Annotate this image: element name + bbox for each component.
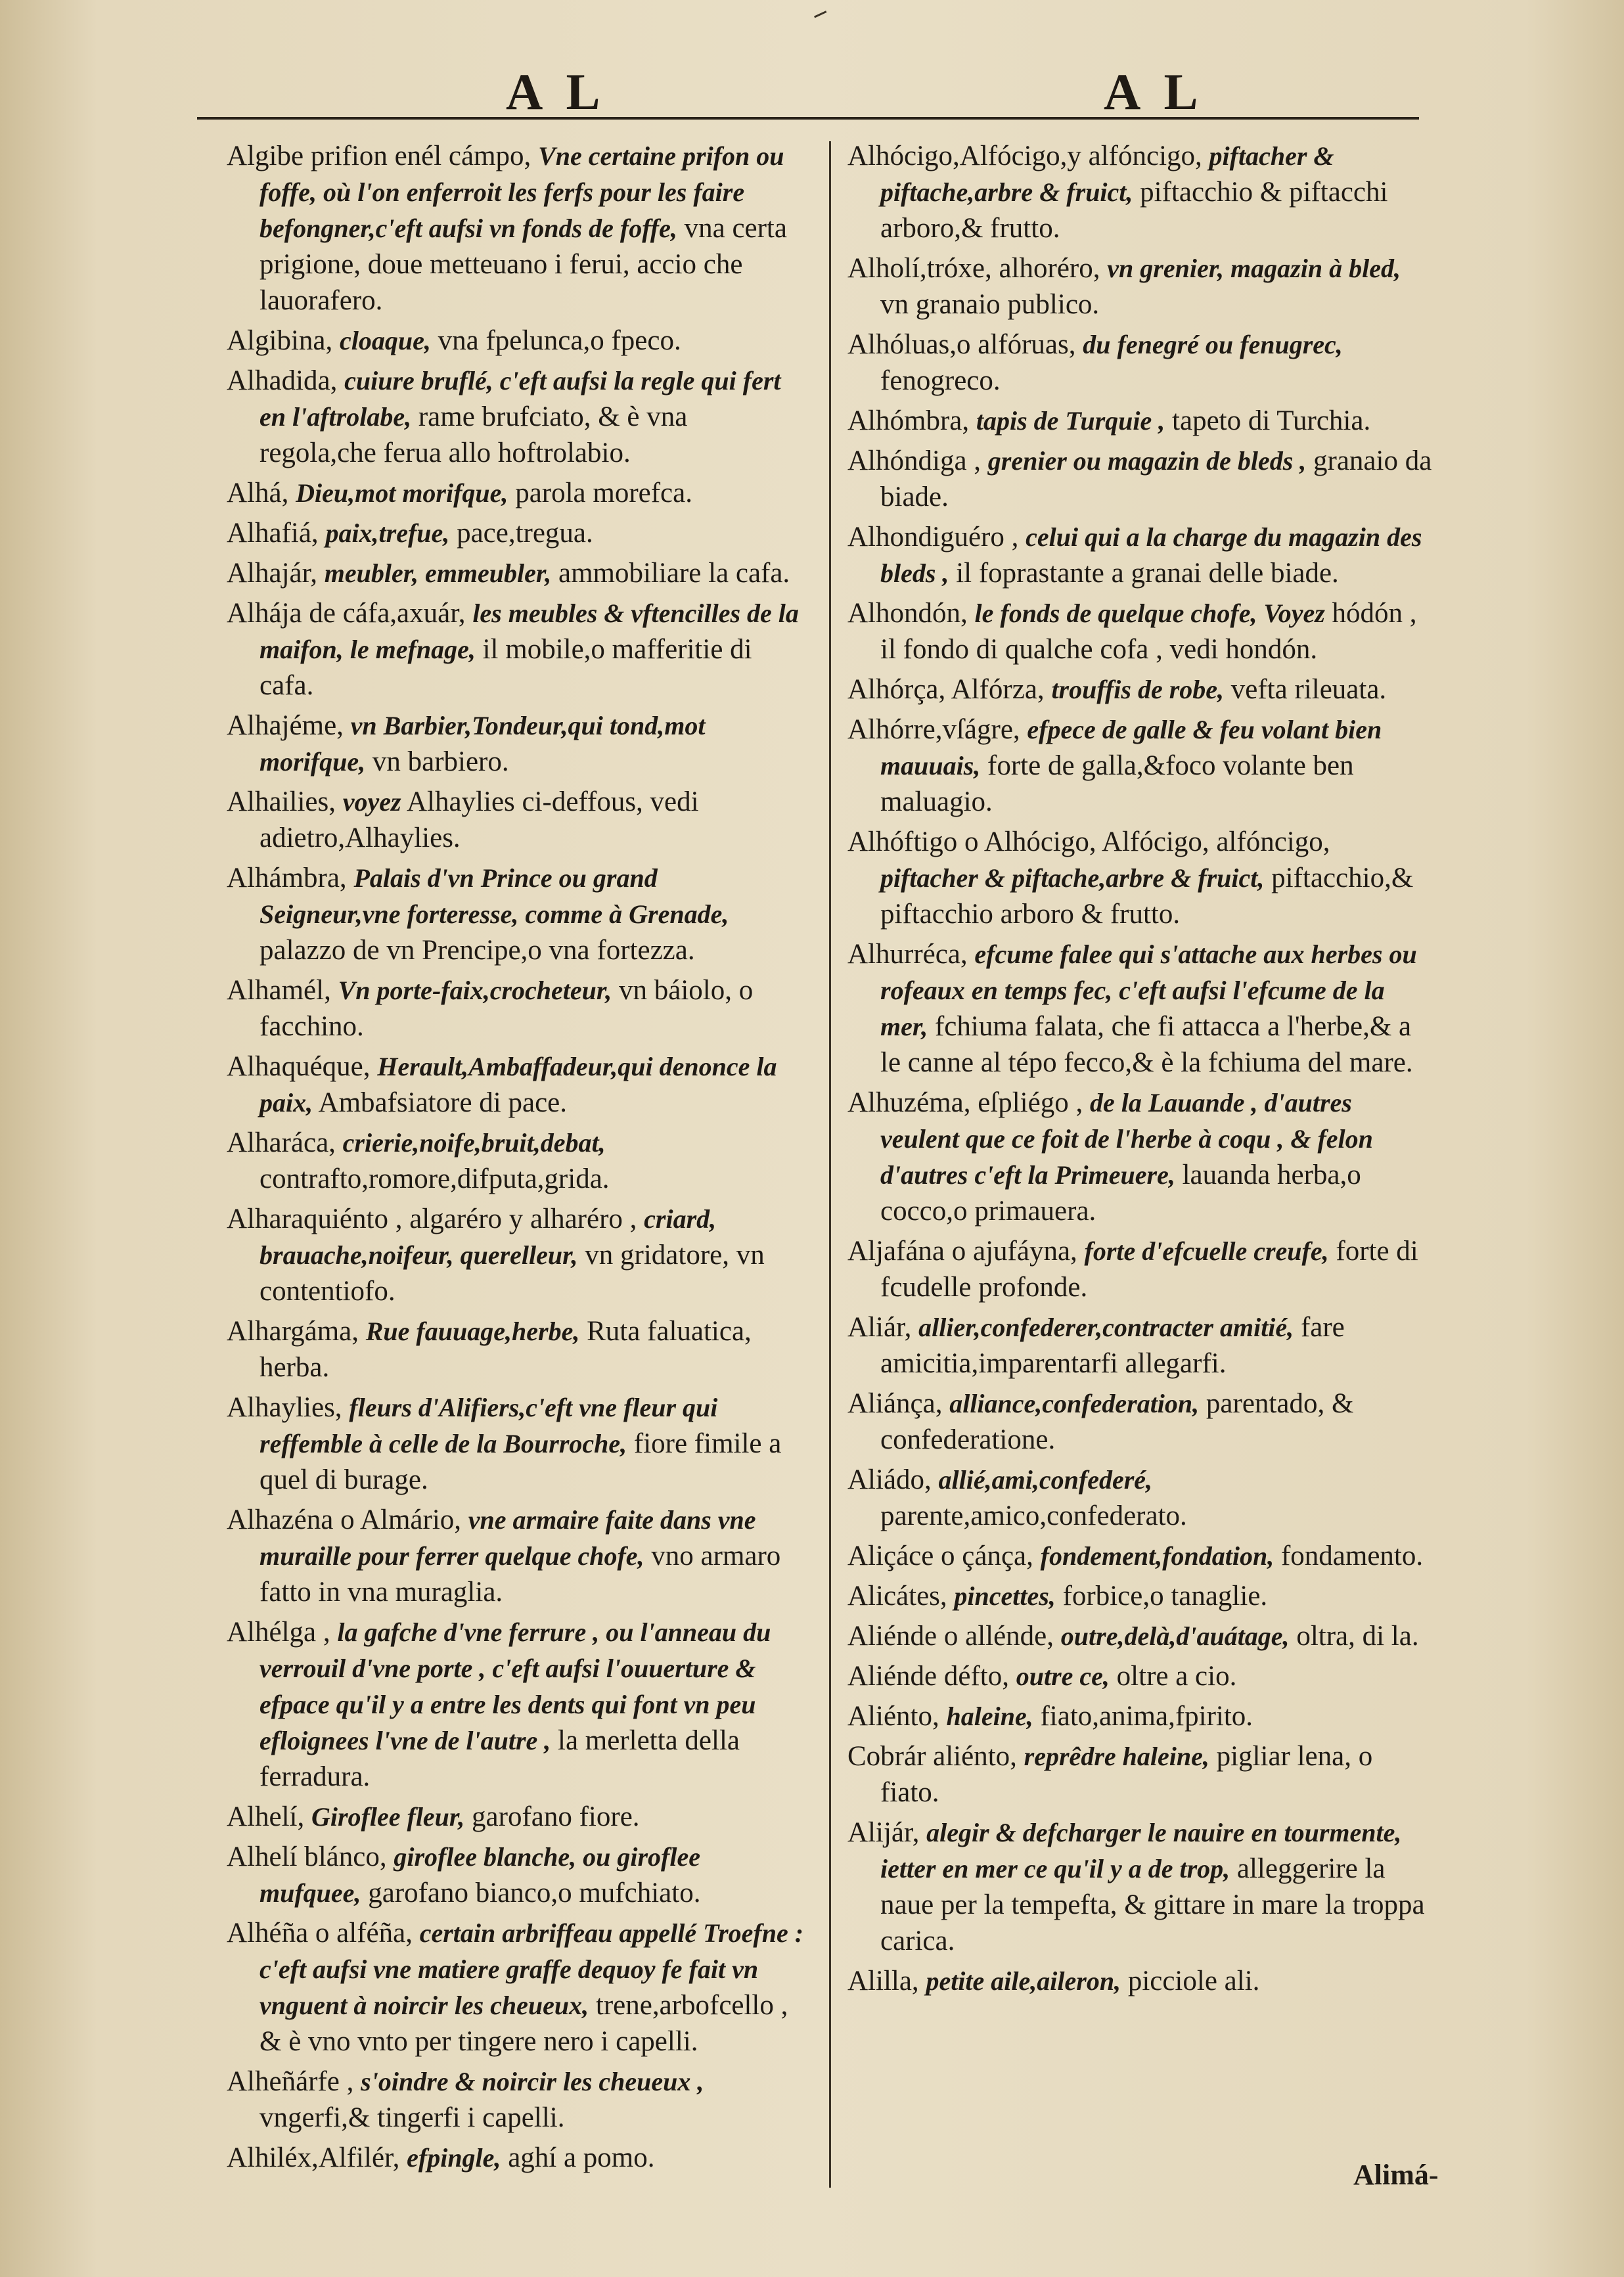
entry-french: vne armaire faite dans vne muraille pour ferrer quelque chofe, <box>259 1505 756 1571</box>
dictionary-entry <box>227 1048 805 1121</box>
entry-italian: vngerfi,& tingerfi i capelli. <box>259 2102 565 2133</box>
dictionary-entry <box>227 1201 805 1309</box>
dictionary-entry <box>227 1313 805 1386</box>
entry-italian: trene,arbofcello , & è vno vnto per tingere nero i capelli. <box>259 1990 788 2057</box>
entry-french: de la Lauande , d'autres veulent que ce foit de l'herbe à coqu , & felon d'autres c'eft la Primeuere, <box>880 1088 1373 1190</box>
entry-french: giroflee blanche, ou giroflee mufquee, <box>259 1842 700 1908</box>
entry-headword: Algibe prifion enél cámpo, <box>227 141 531 171</box>
dictionary-entry <box>227 1389 805 1498</box>
entry-headword: Alhóftigo o Alhócigo, Alfócigo, alfóncigo, <box>847 826 1330 857</box>
dictionary-entry <box>227 323 805 359</box>
entry-headword: Alhondón, <box>847 598 968 629</box>
entry-french: voyez <box>342 787 401 817</box>
entry-french: Dieu,mot morifque, <box>296 478 508 508</box>
entry-french: vn grenier, magazin à bled, <box>1107 254 1401 283</box>
entry-italian: vn gridatore, vn contentiofo. <box>259 1240 765 1307</box>
entry-italian: parentado, & confederatione. <box>880 1388 1354 1455</box>
entry-french: le fonds de quelque chofe, Voyez <box>974 598 1325 628</box>
entry-french: criard, brauache,noifeur, querelleur, <box>259 1204 717 1270</box>
dictionary-entry <box>227 1502 805 1610</box>
entry-french: piftacher & piftache,arbre & fruict, <box>880 141 1334 207</box>
entry-french: Vn porte-faix,crocheteur, <box>338 976 612 1005</box>
entry-italian: vna fpelunca,o fpeco. <box>438 325 681 356</box>
entry-french: Giroflee fleur, <box>311 1802 465 1832</box>
entry-italian: pigliar lena, o fiato. <box>880 1741 1373 1808</box>
dictionary-entry <box>227 1125 805 1197</box>
entry-french: petite aile,aileron, <box>926 1966 1121 1996</box>
entry-italian: vna certa prigione, doue metteuano i ferui, accio che lauorafero. <box>259 213 787 316</box>
dictionary-entry <box>847 1233 1432 1305</box>
entry-italian: ammobiliare la cafa. <box>558 558 790 589</box>
dictionary-entry <box>847 1815 1432 1959</box>
entry-italian: lauanda herba,o cocco,o primauera. <box>880 1160 1361 1227</box>
entry-headword: Aliánça, <box>847 1388 943 1419</box>
dictionary-entry <box>847 1698 1432 1734</box>
entry-italian: il mobile,o mafferitie di cafa. <box>259 634 752 701</box>
entry-french: s'oindre & noircir les cheueux , <box>361 2067 704 2096</box>
entry-french: Herault,Ambaffadeur,qui denonce la paix, <box>259 1052 777 1117</box>
entry-italian: oltre a cio. <box>1116 1661 1237 1692</box>
header-left-letters: A L <box>506 63 607 120</box>
dictionary-entry <box>227 363 805 471</box>
entry-italian: piftacchio & piftacchi arboro,& frutto. <box>880 177 1388 244</box>
dictionary-entry <box>847 1085 1432 1229</box>
entry-french: Rue fauuage,herbe, <box>365 1317 580 1346</box>
entry-headword: Aliár, <box>847 1312 912 1343</box>
entry-headword: Alhamél, <box>227 975 331 1006</box>
entry-headword: Alhafiá, <box>227 518 319 549</box>
entry-italian: forte di fcudelle profonde. <box>880 1236 1418 1303</box>
entry-italian: parola morefca. <box>515 478 692 508</box>
dictionary-entry <box>227 515 805 551</box>
dictionary-entry <box>847 519 1432 591</box>
dictionary-entry <box>227 860 805 968</box>
dictionary-entry <box>847 1462 1432 1534</box>
entry-italian: la merletta della ferradura. <box>259 1725 740 1792</box>
entry-headword: Alhámbra, <box>227 863 347 893</box>
entry-headword: Alhaquéque, <box>227 1051 371 1082</box>
dictionary-entry <box>227 1799 805 1835</box>
dictionary-entry <box>227 138 805 319</box>
dictionary-entry <box>847 1618 1432 1654</box>
entry-headword: Alijár, <box>847 1817 920 1848</box>
dictionary-entry <box>227 1839 805 1911</box>
entry-french: outre,delà,d'auátage, <box>1060 1621 1290 1651</box>
entry-headword: Cobrár aliénto, <box>847 1741 1017 1772</box>
entry-italian: rame brufciato, & è vna regola,che ferua allo hoftrolabio. <box>259 401 688 468</box>
entry-french: piftacher & piftache,arbre & fruict, <box>880 863 1265 893</box>
entry-french: outre ce, <box>1016 1661 1110 1691</box>
dictionary-entry <box>227 708 805 780</box>
entry-headword: Alhurréca, <box>847 939 968 970</box>
dictionary-entry <box>847 443 1432 515</box>
catchword: Alimá- <box>1353 2159 1439 2191</box>
entry-headword: Aliçáce o çánça, <box>847 1541 1033 1571</box>
entry-headword: Alhazéna o Almário, <box>227 1504 462 1535</box>
entry-french: pincettes, <box>954 1581 1056 1611</box>
entry-headword: Alhéña o alféña, <box>227 1918 413 1949</box>
dictionary-entry <box>227 972 805 1045</box>
dictionary-entry <box>847 1658 1432 1694</box>
dictionary-entry <box>847 250 1432 323</box>
entry-italian: vn báiolo, o facchino. <box>259 975 754 1042</box>
dictionary-entry <box>847 403 1432 439</box>
entry-italian: contrafto,romore,difputa,grida. <box>259 1163 610 1194</box>
dictionary-entry <box>847 824 1432 932</box>
entry-french: vn Barbier,Tondeur,qui tond,mot morifque, <box>259 711 706 777</box>
entry-french: certain arbriffeau appellé Troefne : c'eft aufsi vne matiere graffe dequoy fe fait vn vnguent à noircir les cheueux, <box>259 1918 804 2020</box>
header-rule <box>197 117 1419 120</box>
dictionary-entry <box>847 1309 1432 1382</box>
entry-italian: fare amicitia,imparentarfi allegarfi. <box>880 1312 1345 1379</box>
entry-italian: garofano fiore. <box>472 1801 640 1832</box>
entry-headword: Alharáca, <box>227 1127 336 1158</box>
header-right-letters: A L <box>1104 63 1205 120</box>
running-header <box>191 62 1518 135</box>
entry-headword: Alharaquiénto , algaréro y alharéro , <box>227 1204 637 1234</box>
entry-french: efpingle, <box>407 2143 501 2173</box>
entry-headword: Alilla, <box>847 1966 919 1996</box>
entry-italian: palazzo de vn Prencipe,o vna fortezza. <box>259 935 695 966</box>
entry-french: cloaque, <box>339 326 431 355</box>
dictionary-entry <box>847 671 1432 708</box>
entry-french: reprêdre haleine, <box>1024 1742 1209 1771</box>
column-divider <box>829 141 831 2188</box>
entry-french: les meubles & vftencilles de la maifon, le mefnage, <box>259 598 799 664</box>
entry-headword: Alhiléx,Alfilér, <box>227 2142 400 2173</box>
entry-french: crierie,noife,bruit,debat, <box>342 1128 606 1158</box>
entry-italian: fchiuma falata, che fi attacca a l'herbe,& a le canne al tépo fecco,& è la fchiuma del mare. <box>880 1011 1413 1078</box>
entry-french: Palais d'vn Prince ou grand Seigneur,vne forteresse, comme à Grenade, <box>259 863 729 929</box>
entry-italian: Alhaylies ci-deffous, vedi adietro,Alhaylies. <box>259 786 699 853</box>
entry-headword: Alhelí, <box>227 1801 305 1832</box>
entry-french: cuiure bruflé, c'eft aufsi la regle qui fert en l'aftrolabe, <box>259 366 781 432</box>
entry-headword: Alhóluas,o alfóruas, <box>847 329 1076 360</box>
entry-french: alliance,confederation, <box>949 1389 1200 1418</box>
entry-headword: Alhailies, <box>227 786 336 817</box>
printer-mark <box>814 11 828 22</box>
entry-french: la gafche d'vne ferrure , ou l'anneau du verrouil d'vne porte , c'eft aufsi l'ouuerture & efpace qu'il y a entre les dents qui font vn peu efloignees l'vne de l'autre , <box>259 1617 771 1755</box>
entry-headword: Algibina, <box>227 325 333 356</box>
entry-italian: piftacchio,& piftacchio arboro & frutto. <box>880 863 1414 930</box>
entry-italian: Ruta faluatica, herba. <box>259 1316 752 1383</box>
entry-italian: fondamento. <box>1280 1541 1424 1571</box>
entry-italian: pace,tregua. <box>457 518 593 549</box>
dictionary-entry <box>847 138 1432 246</box>
entry-headword: Alicátes, <box>847 1581 947 1612</box>
entry-italian: il foprastante a granai delle biade. <box>956 558 1339 589</box>
entry-headword: Alhélga , <box>227 1617 330 1648</box>
entry-headword: Alholí,tróxe, alhoréro, <box>847 253 1100 284</box>
entry-french: grenier ou magazin de bleds , <box>987 446 1307 476</box>
entry-italian: fiato,anima,fpirito. <box>1040 1701 1253 1732</box>
entry-headword: Alhá, <box>227 478 289 508</box>
dictionary-entry <box>847 595 1432 667</box>
entry-french: meubler, emmeubler, <box>324 558 552 588</box>
entry-italian: picciole ali. <box>1127 1966 1260 1996</box>
dictionary-entry <box>847 711 1432 820</box>
entry-italian: granaio da biade. <box>880 445 1432 512</box>
entry-italian: vn granaio publico. <box>880 289 1100 320</box>
entry-headword: Alhajéme, <box>227 710 344 741</box>
entry-french: paix,trefue, <box>325 518 450 548</box>
entry-french: du fenegré ou fenugrec, <box>1083 330 1343 359</box>
dictionary-entry <box>847 327 1432 399</box>
dictionary-entry <box>227 1614 805 1795</box>
entry-french: efcume falee qui s'attache aux herbes ou rofeaux en temps fec, c'eft aufsi l'efcume de la mer, <box>880 939 1417 1041</box>
entry-headword: Alhuzéma, eſpliégo , <box>847 1087 1083 1118</box>
entry-italian: forbice,o tanaglie. <box>1062 1581 1268 1612</box>
entry-headword: Alhondiguéro , <box>847 522 1019 552</box>
entry-french: haleine, <box>946 1702 1033 1731</box>
entry-headword: Alhórre,vſágre, <box>847 714 1020 745</box>
dictionary-entry <box>227 2063 805 2136</box>
entry-headword: Alhócigo,Alfócigo,y alfóncigo, <box>847 141 1202 171</box>
dictionary-entry <box>227 2140 805 2176</box>
dictionary-entry <box>227 475 805 511</box>
entry-headword: Alhóndiga , <box>847 445 981 476</box>
dictionary-entry <box>847 1538 1432 1574</box>
entry-french: fleurs d'Alifiers,c'eft vne fleur qui reffemble à celle de la Bourroche, <box>259 1393 718 1458</box>
entry-french: allier,confederer,contracter amitié, <box>918 1313 1294 1342</box>
entry-italian: garofano bianco,o mufchiato. <box>368 1878 701 1908</box>
entry-french: efpece de galle & feu volant bien mauuais, <box>880 715 1382 780</box>
entry-headword: Alheñárfe , <box>227 2066 354 2097</box>
dictionary-entry <box>227 784 805 856</box>
left-column <box>227 138 805 2180</box>
entry-headword: Alhaylies, <box>227 1392 342 1423</box>
dictionary-entry <box>227 595 805 704</box>
entry-headword: Aljafána o ajufáyna, <box>847 1236 1077 1267</box>
entry-italian: fiore fimile a quel di burage. <box>259 1428 782 1495</box>
entry-headword: Aliénto, <box>847 1701 939 1732</box>
entry-headword: Alhája de cáfa,axuár, <box>227 598 466 629</box>
dictionary-entry <box>847 1386 1432 1458</box>
entry-italian: vn barbiero. <box>372 746 509 777</box>
dictionary-entry <box>847 1578 1432 1614</box>
entry-headword: Aliénde o allénde, <box>847 1621 1054 1652</box>
entry-french: Vne certaine prifon ou foffe, où l'on enferroit les ferfs pour les faire befongner,c'eft aufsi vn fonds de foffe, <box>259 141 784 243</box>
entry-headword: Alhadida, <box>227 365 338 396</box>
dictionary-entry <box>847 1963 1432 1999</box>
entry-italian: Ambafsiatore di pace. <box>318 1087 567 1118</box>
entry-italian: vno armaro fatto in vna muraglia. <box>259 1541 781 1608</box>
entry-italian: alleggerire la naue per la tempefta, & gittare in mare la troppa carica. <box>880 1853 1425 1956</box>
dictionary-entry <box>847 1738 1432 1811</box>
entry-french: tapis de Turquie , <box>976 406 1165 436</box>
entry-french: celui qui a la charge du magazin des bleds , <box>880 522 1422 588</box>
entry-french: forte d'efcuelle creufe, <box>1084 1236 1329 1266</box>
entry-french: alegir & defcharger le nauire en tourmente, ietter en mer ce qu'il y a de trop, <box>880 1818 1402 1883</box>
entry-headword: Alhajár, <box>227 558 317 589</box>
entry-italian: hódón , il fondo di qualche cofa , vedi hondón. <box>880 598 1417 665</box>
entry-italian: forte de galla,&foco volante ben maluagio. <box>880 750 1354 817</box>
entry-italian: parente,amico,confederato. <box>880 1500 1187 1531</box>
entry-headword: Alhelí blánco, <box>227 1841 387 1872</box>
entry-headword: Alhómbra, <box>847 405 970 436</box>
entry-italian: vefta rileuata. <box>1230 674 1387 705</box>
right-column <box>847 138 1432 2003</box>
entry-french: allié,ami,confederé, <box>938 1465 1153 1495</box>
dictionary-entry <box>227 555 805 591</box>
entry-french: trouffis de robe, <box>1051 675 1225 704</box>
entry-headword: Alhargáma, <box>227 1316 359 1347</box>
entry-italian: tapeto di Turchia. <box>1172 405 1371 436</box>
entry-headword: Aliádo, <box>847 1464 932 1495</box>
entry-italian: aghí a pomo. <box>508 2142 655 2173</box>
entry-french: fondement,fondation, <box>1040 1541 1274 1571</box>
entry-italian: fenogreco. <box>880 365 1001 396</box>
entry-headword: Aliénde défto, <box>847 1661 1009 1692</box>
dictionary-entry <box>847 936 1432 1081</box>
dictionary-entry <box>227 1915 805 2060</box>
entry-italian: oltra, di la. <box>1296 1621 1419 1652</box>
entry-headword: Alhórça, Alfórza, <box>847 674 1045 705</box>
